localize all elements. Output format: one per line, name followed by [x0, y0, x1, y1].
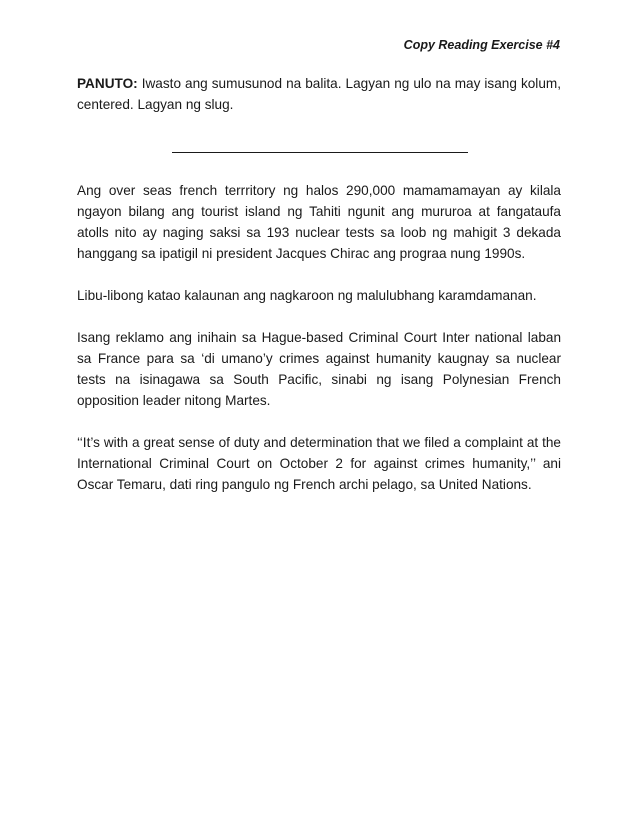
article-paragraph: ‘‘It’s with a great sense of duty and determination that we filed a complaint at the International Criminal Court on October 2 for against crimes humanity,’’ ani Oscar Temaru, dati ring pangulo ng French archi pelago, sa United Nations.	[77, 435, 561, 492]
article-body	[77, 180, 561, 516]
article-paragraph: Libu-libong katao kalaunan ang nagkaroon ng malulubhang karamdamanan.	[77, 288, 537, 303]
article-paragraph: Ang over seas french terrritory ng halos 290,000 mamamamayan ay kilala ngayon bilang ang tourist island ng Tahiti ngunit ang mururoa at fangataufa atolls nito ay naging saksi sa 193 nuclear tests sa loob ng mahigit 3 dekada hanggang sa ipatigil ni president Jacques Chirac ang prograa nung 1990s.	[77, 183, 561, 261]
article-paragraph: Isang reklamo ang inihain sa Hague-based Criminal Court Inter national laban sa France para sa ‘di umano’y crimes against humanity kaugnay sa nuclear tests na isinagawa sa South Pacific, sinabi ng isang Polynesian French opposition leader nitong Martes.	[77, 330, 561, 408]
instructions-text: Iwasto ang sumusunod na balita. Lagyan ng ulo na may isang kolum, centered. Lagyan ng slug.	[77, 76, 561, 112]
page-header-title: Copy Reading Exercise #4	[403, 38, 560, 52]
headline-blank-line	[172, 152, 468, 153]
instructions-label: PANUTO:	[77, 76, 138, 91]
instructions	[77, 73, 561, 115]
